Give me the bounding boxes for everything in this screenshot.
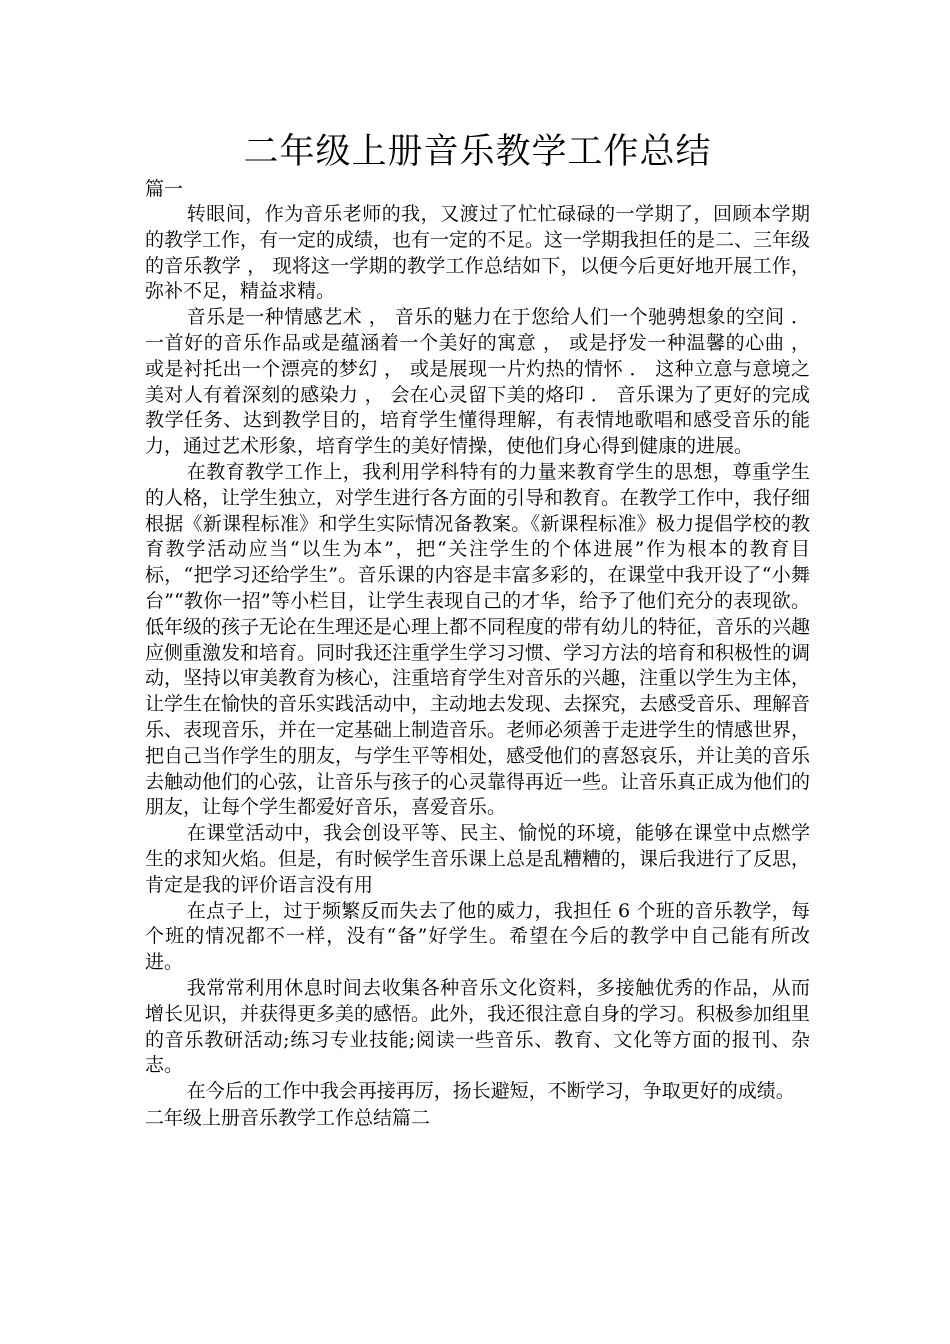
paragraph-improvement: 在点子上，过于频繁反而失去了他的威力，我担任 6 个班的音乐教学，每个班的情况都不一样，没有“备”好学生。希望在今后的教学中自己能有所改进。	[145, 899, 810, 974]
section-label: 篇一	[145, 178, 184, 200]
paragraph-conclusion: 在今后的工作中我会再接再厉，扬长避短，不断学习，争取更好的成绩。	[186, 1080, 795, 1103]
next-section-heading: 二年级上册音乐教学工作总结篇二	[145, 1106, 431, 1129]
paragraph-self-study: 我常常利用休息时间去收集各种音乐文化资料，多接触优秀的作品，从而增长见识，并获得更多美的感悟。此外，我还很注意自身的学习。积极参加组里的音乐教研活动;练习专业技能;阅读一些音乐、教育、文化等方面的报刊、杂志。	[145, 976, 811, 1077]
paragraph-teaching-work: 在教育教学工作上，我利用学科特有的力量来教育学生的思想，尊重学生的人格，让学生独立，对学生进行各方面的引导和教育。在教学工作中，我仔细根据《新课程标准》和学生实际情况备教案。《新课程标准》极力提倡学校的教育教学活动应当“以生为本”，把“关注学生的个体进展”作为根本的教育目标，“把学习还给学生”。音乐课的内容是丰富多彩的，在课堂中我开设了“小舞台”“教你一招”等小栏目，让学生表现自己的才华，给予了他们充分的表现欲。低年级的孩子无论在生理还是心理上都不同程度的带有幼儿的特征，音乐的兴趣应侧重激发和培育。同时我还注重学生学习习惯、学习方法的培育和积极性的调动，坚持以审美教育为核心，注重培育学生对音乐的兴趣，注重以学生为主体，让学生在愉快的音乐实践活动中，主动地去发现、去探究，去感受音乐、理解音乐、表现音乐，并在一定基础上制造音乐。老师必须善于走进学生的情感世界，把自己当作学生的朋友，与学生平等相处，感受他们的喜怒哀乐，并让美的音乐去触动他们的心弦，让音乐与孩子的心灵靠得再近一些。让音乐真正成为他们的朋友，让每个学生都爱好音乐，喜爱音乐。	[145, 460, 811, 819]
paragraph-classroom: 在课堂活动中，我会创设平等、民主、愉悦的环境，能够在课堂中点燃学生的求知火焰。但是，有时候学生音乐课上总是乱糟糟的，课后我进行了反思，肯定是我的评价语言没有用	[145, 822, 811, 896]
paragraph-music-art: 音乐是一种情感艺术 ， 音乐的魅力在于您给人们一个驰骋想象的空间 ． 一首好的音乐作品或是蕴涵着一个美好的寓意 ， 或是抒发一种温馨的心曲 ， 或是衬托出一个漂亮的梦幻 ， 或是展现一片灼热的情怀 ． 这种立意与意境之美对人有着深刻的感染力 ， 会在心灵留下美的烙印 ． 音乐课为了更好的完成教学任务、达到教学目的，培育学生懂得理解，有表情地歌唱和感受音乐的能力，通过艺术形象，培育学生的美好情操，使他们身心得到健康的进展。	[145, 306, 810, 458]
document-title: 二年级上册音乐教学工作总结	[243, 132, 712, 172]
document-page	[145, 128, 810, 1131]
paragraph-intro: 转眼间，作为音乐老师的我，又渡过了忙忙碌碌的一学期了，回顾本学期的教学工作，有一定的成绩，也有一定的不足。这一学期我担任的是二、三年级的音乐教学 ， 现将这一学期的教学工作总结如下，以便今后更好地开展工作，弥补不足，精益求精。	[145, 203, 811, 303]
